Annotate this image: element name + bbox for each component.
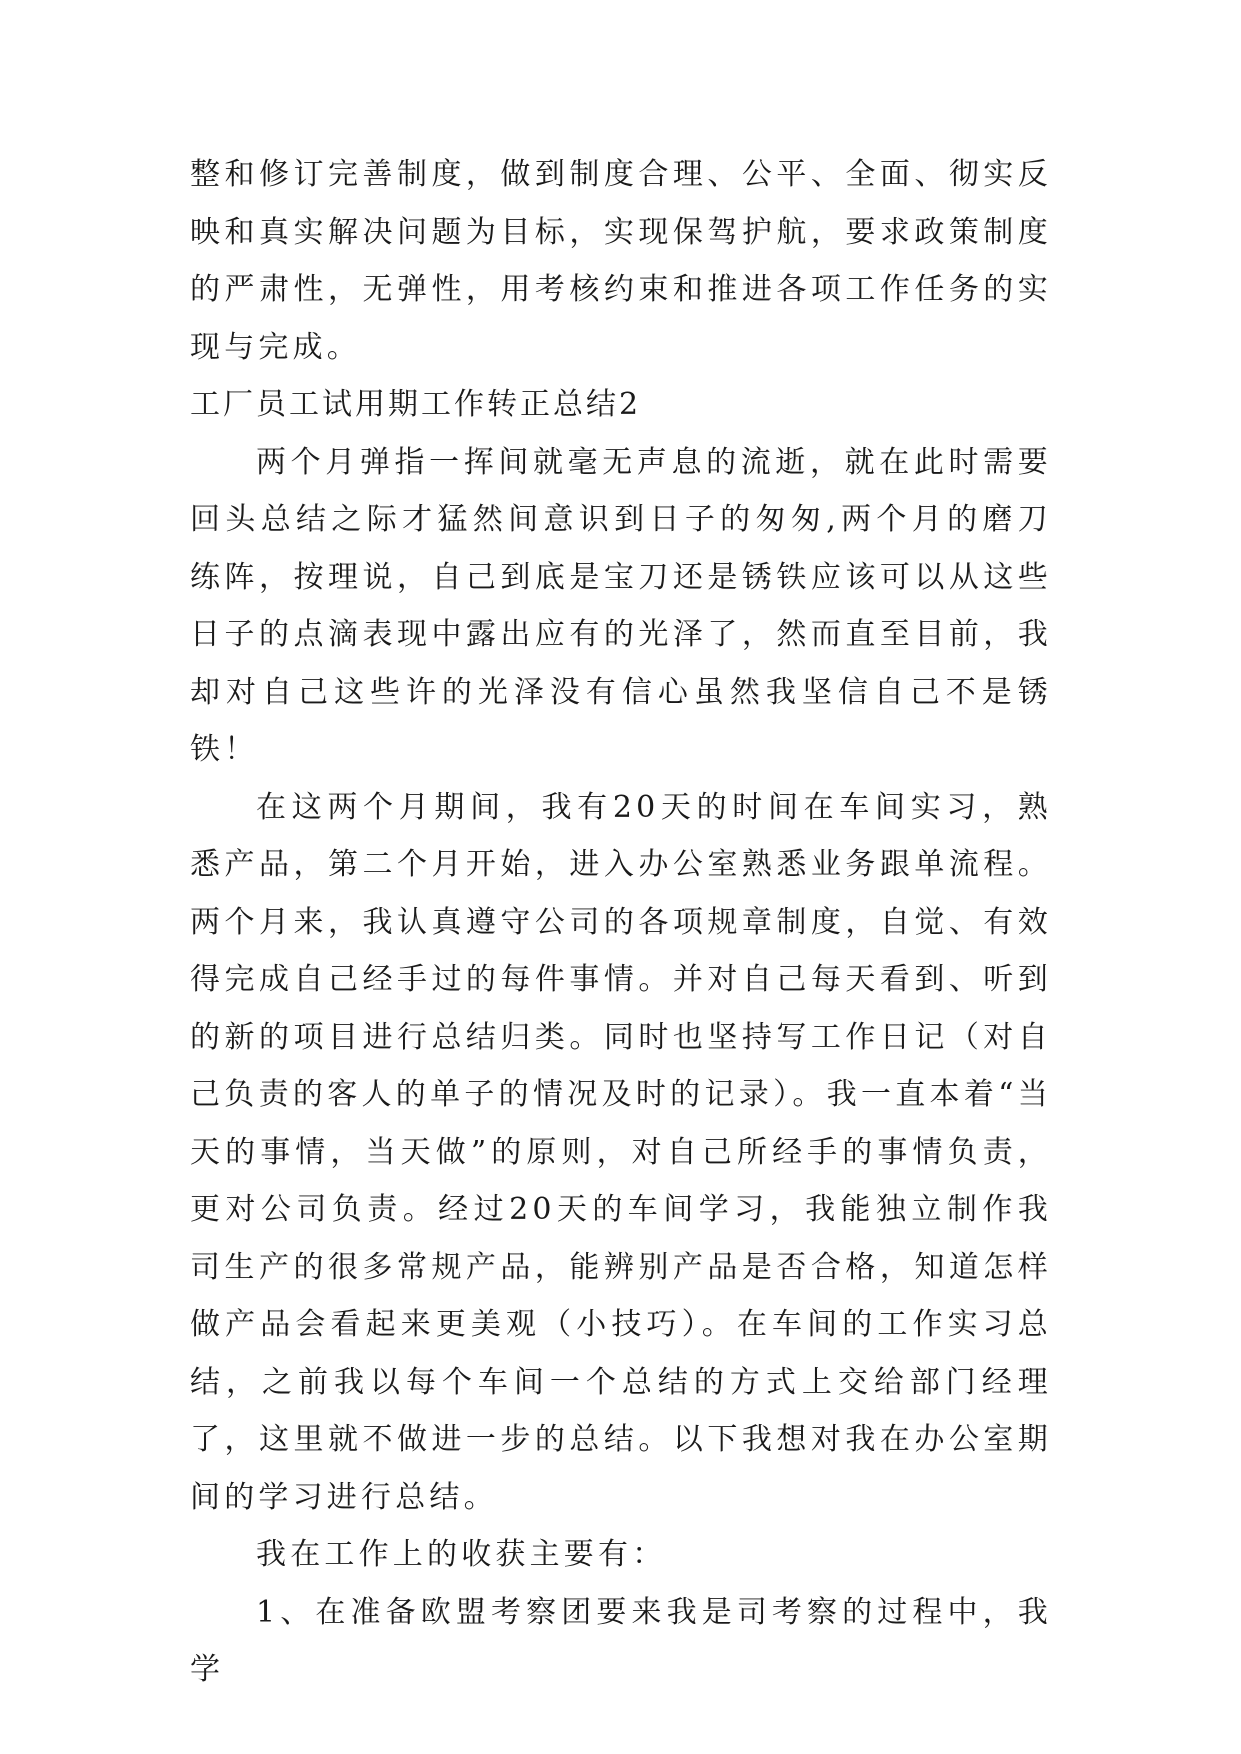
body-paragraph: 两个月弹指一挥间就毫无声息的流逝，就在此时需要回头总结之际才猛然间意识到日子的匆匆,两个月的磨刀练阵，按理说，自己到底是宝刀还是锈铁应该可以从这些日子的点滴表现中露出应有的光泽了，然而直至目前，我却对自己这些许的光泽没有信心虽然我坚信自己不是锈铁！ [190,444,1052,767]
continuation-paragraph: 整和修订完善制度，做到制度合理、公平、全面、彻实反映和真实解决问题为目标，实现保驾护航，要求政策制度的严肃性，无弹性，用考核约束和推进各项工作任务的实现与完成。 [190,157,1052,365]
section-heading: 工厂员工试用期工作转正总结2 [190,387,642,422]
document-body [190,146,1052,1699]
body-paragraph: 1、在准备欧盟考察团要来我是司考察的过程中，我学 [190,1594,1052,1687]
body-paragraph: 在这两个月期间，我有20天的时间在车间实习，熟悉产品，第二个月开始，进入办公室熟悉业务跟单流程。两个月来，我认真遵守公司的各项规章制度，自觉、有效得完成自己经手过的每件事情。并对自己每天看到、听到的新的项目进行总结归类。同时也坚持写工作日记（对自己负责的客人的单子的情况及时的记录）。我一直本着“当天的事情，当天做”的原则，对自己所经手的事情负责，更对公司负责。经过20天的车间学习，我能独立制作我司生产的很多常规产品，能辨别产品是否合格，知道怎样做产品会看起来更美观（小技巧）。在车间的工作实习总结，之前我以每个车间一个总结的方式上交给部门经理了，这里就不做进一步的总结。以下我想对我在办公室期间的学习进行总结。 [190,789,1052,1515]
body-paragraph: 我在工作上的收获主要有： [256,1537,667,1572]
